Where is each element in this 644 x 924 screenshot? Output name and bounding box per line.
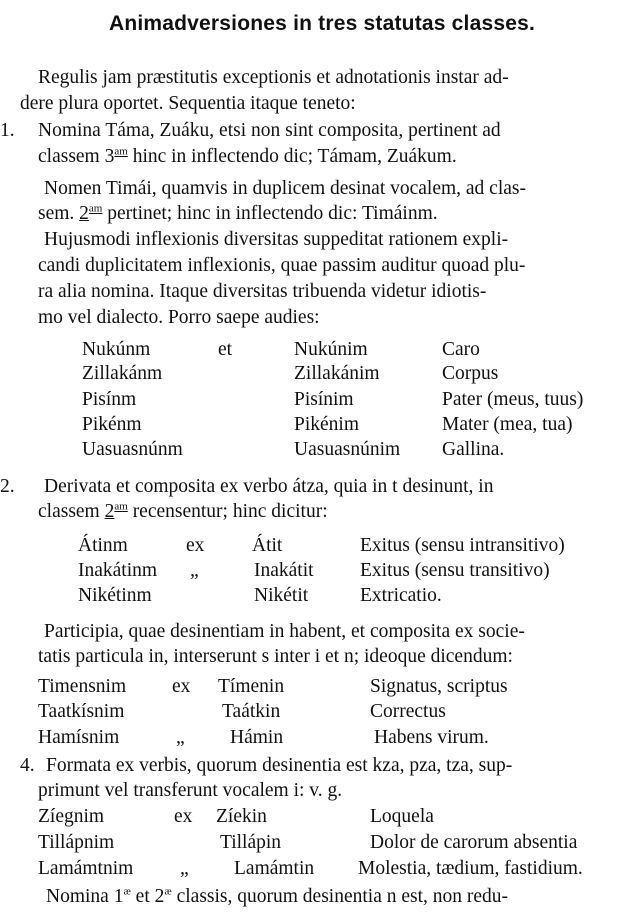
item1-line-2-a: classem 3 <box>38 146 115 167</box>
item2-table-r1-c3: Átit <box>252 535 283 556</box>
item2-table2-r3-c4: Habens virum. <box>374 727 489 748</box>
item4-table-r2-c4: Dolor de carorum absentia <box>370 832 578 853</box>
item4-table-r1-c2: ex <box>174 806 193 827</box>
participia-line-2: tatis particula in, interserunt s inter i et n; ideoque dicendum: <box>38 646 513 667</box>
item1-table-r2-c2: Zillakánim <box>294 363 380 384</box>
intro-line-1: Regulis jam præstitutis exceptionis et adnotationis instar ad- <box>38 67 509 88</box>
item1-line-4-b: pertinet; hinc in inflectendo dic: Timáinm. <box>102 203 438 224</box>
item4-table-r1-c4: Loquela <box>370 806 434 827</box>
item1-table-r4-c2: Pikénim <box>294 414 360 435</box>
item1-table-connector: et <box>218 339 233 360</box>
item2-table-r1-c2: ex <box>186 535 205 556</box>
item4-line-2: primunt vel transferunt vocalem i: v. g. <box>38 780 343 801</box>
item2-table2-r2-c4: Correctus <box>370 701 446 722</box>
item2-table-r2-c4: Exitus (sensu transitivo) <box>360 560 550 581</box>
item2-table2-r1-c3: Tímenin <box>218 676 285 697</box>
item2-line-2-b: recensentur; hinc dicitur: <box>127 501 328 522</box>
item1-number: 1. <box>0 120 15 141</box>
item1-line-2-sup: am <box>114 145 128 158</box>
item4-table-r3-c3: Lamámtin <box>234 858 315 879</box>
item1-table-r1-c2: Nukúnim <box>294 339 368 360</box>
item2-table-r2-c1: Inakátinm <box>78 560 158 581</box>
item4-last-line <box>46 885 508 909</box>
item2-table2-r3-c2: „ <box>176 727 185 748</box>
item4-number: 4. <box>20 755 35 776</box>
item1-table-r1-c3: Caro <box>442 339 480 360</box>
item1-line-2 <box>38 145 457 169</box>
item2-table2-r1-c1: Timensnim <box>38 676 127 697</box>
item2-line-1: Derivata et composita ex verbo átza, quia in t desinunt, in <box>44 476 494 497</box>
item1-line-5: Hujusmodi inflexionis diversitas suppeditat rationem expli- <box>44 229 509 250</box>
page-title: Animadversiones in tres statutas classes. <box>108 12 536 35</box>
item4-last-sup1: æ <box>123 885 131 898</box>
item1-table-r3-c1: Pisínm <box>82 389 137 410</box>
item4-table-r3-c2: „ <box>180 858 189 879</box>
item4-table-r3-c1: Lamámtnim <box>38 858 134 879</box>
item1-line-7: ra alia nomina. Itaque diversitas tribuenda videtur idiotis- <box>38 281 487 302</box>
item2-table2-r3-c3: Hámin <box>230 727 284 748</box>
item1-line-4 <box>38 202 438 226</box>
item1-line-4-sup: am <box>88 202 103 215</box>
item4-table-r1-c3: Zíekin <box>216 806 267 827</box>
item4-last-c: classis, quorum desinentia n est, non redu- <box>171 886 509 907</box>
item4-line-1: Formata ex verbis, quorum desinentia est kza, pza, tza, sup- <box>46 755 513 776</box>
item2-table-r1-c4: Exitus (sensu intransitivo) <box>360 535 565 556</box>
item2-table2-r2-c3: Taátkin <box>222 701 281 722</box>
item2-line-2 <box>38 500 328 524</box>
item4-last-sup2: æ <box>164 885 172 898</box>
item2-line-2-num: 2 <box>104 501 115 522</box>
item4-table-r2-c3: Tillápin <box>220 832 282 853</box>
item1-table-r2-c1: Zillakánm <box>82 363 163 384</box>
item1-table-r2-c3: Corpus <box>442 363 499 384</box>
item4-table-r1-c1: Zíegnim <box>38 806 105 827</box>
item2-table-r2-c2: „ <box>190 560 199 581</box>
item2-table-r1-c1: Átinm <box>78 535 128 556</box>
item2-table2-r1-c2: ex <box>172 676 191 697</box>
item2-table2-r2-c1: Taatkísnim <box>38 701 125 722</box>
item1-line-3: Nomen Timái, quamvis in duplicem desinat vocalem, ad clas- <box>44 178 526 199</box>
item2-table-r3-c4: Extricatio. <box>360 585 442 606</box>
item1-table-r5-c3: Gallina. <box>442 439 505 460</box>
item1-table-r1-c1: Nukúnm <box>82 339 151 360</box>
item1-line-8: mo vel dialecto. Porro saepe audies: <box>38 307 320 328</box>
participia-line-1: Participia, quae desinentiam in habent, et composita ex socie- <box>44 621 525 642</box>
item2-line-2-sup: am <box>114 500 128 513</box>
item4-last-a: Nomina 1 <box>46 886 124 907</box>
item2-number: 2. <box>0 476 15 497</box>
item1-line-4-num: 2 <box>79 203 89 224</box>
item2-table-r3-c3: Nikétit <box>254 585 309 606</box>
item1-table-r5-c2: Uasuasnúnim <box>294 439 401 460</box>
item1-table-r3-c2: Pisínim <box>294 389 354 410</box>
item2-table2-r1-c4: Signatus, scriptus <box>370 676 508 697</box>
item4-table-r2-c1: Tillápnim <box>38 832 115 853</box>
item2-table-r2-c3: Inakátit <box>254 560 314 581</box>
item1-table-r4-c3: Mater (mea, tua) <box>442 414 573 435</box>
item1-line-2-b: hinc in inflectendo dic; Támam, Zuákum. <box>127 146 457 167</box>
item2-table2-r3-c1: Hamísnim <box>38 727 120 748</box>
item1-line-4-a: sem. <box>38 203 80 224</box>
item4-table-r3-c4: Molestia, tædium, fastidium. <box>358 858 583 879</box>
item1-table-r4-c1: Pikénm <box>82 414 142 435</box>
item1-table-r5-c1: Uasuasnúnm <box>82 439 183 460</box>
item2-line-2-a: classem <box>38 501 105 522</box>
item1-line-6: candi duplicitatem inflexionis, quae passim auditur quoad plu- <box>38 255 526 276</box>
item1-line-1: Nomina Táma, Zuáku, etsi non sint composita, pertinent ad <box>38 120 501 141</box>
item4-last-b: et 2 <box>130 886 165 907</box>
intro-line-2: dere plura oportet. Sequentia itaque teneto: <box>20 93 356 114</box>
item2-table-r3-c1: Nikétinm <box>78 585 152 606</box>
item1-table-r3-c3: Pater (meus, tuus) <box>442 389 584 410</box>
